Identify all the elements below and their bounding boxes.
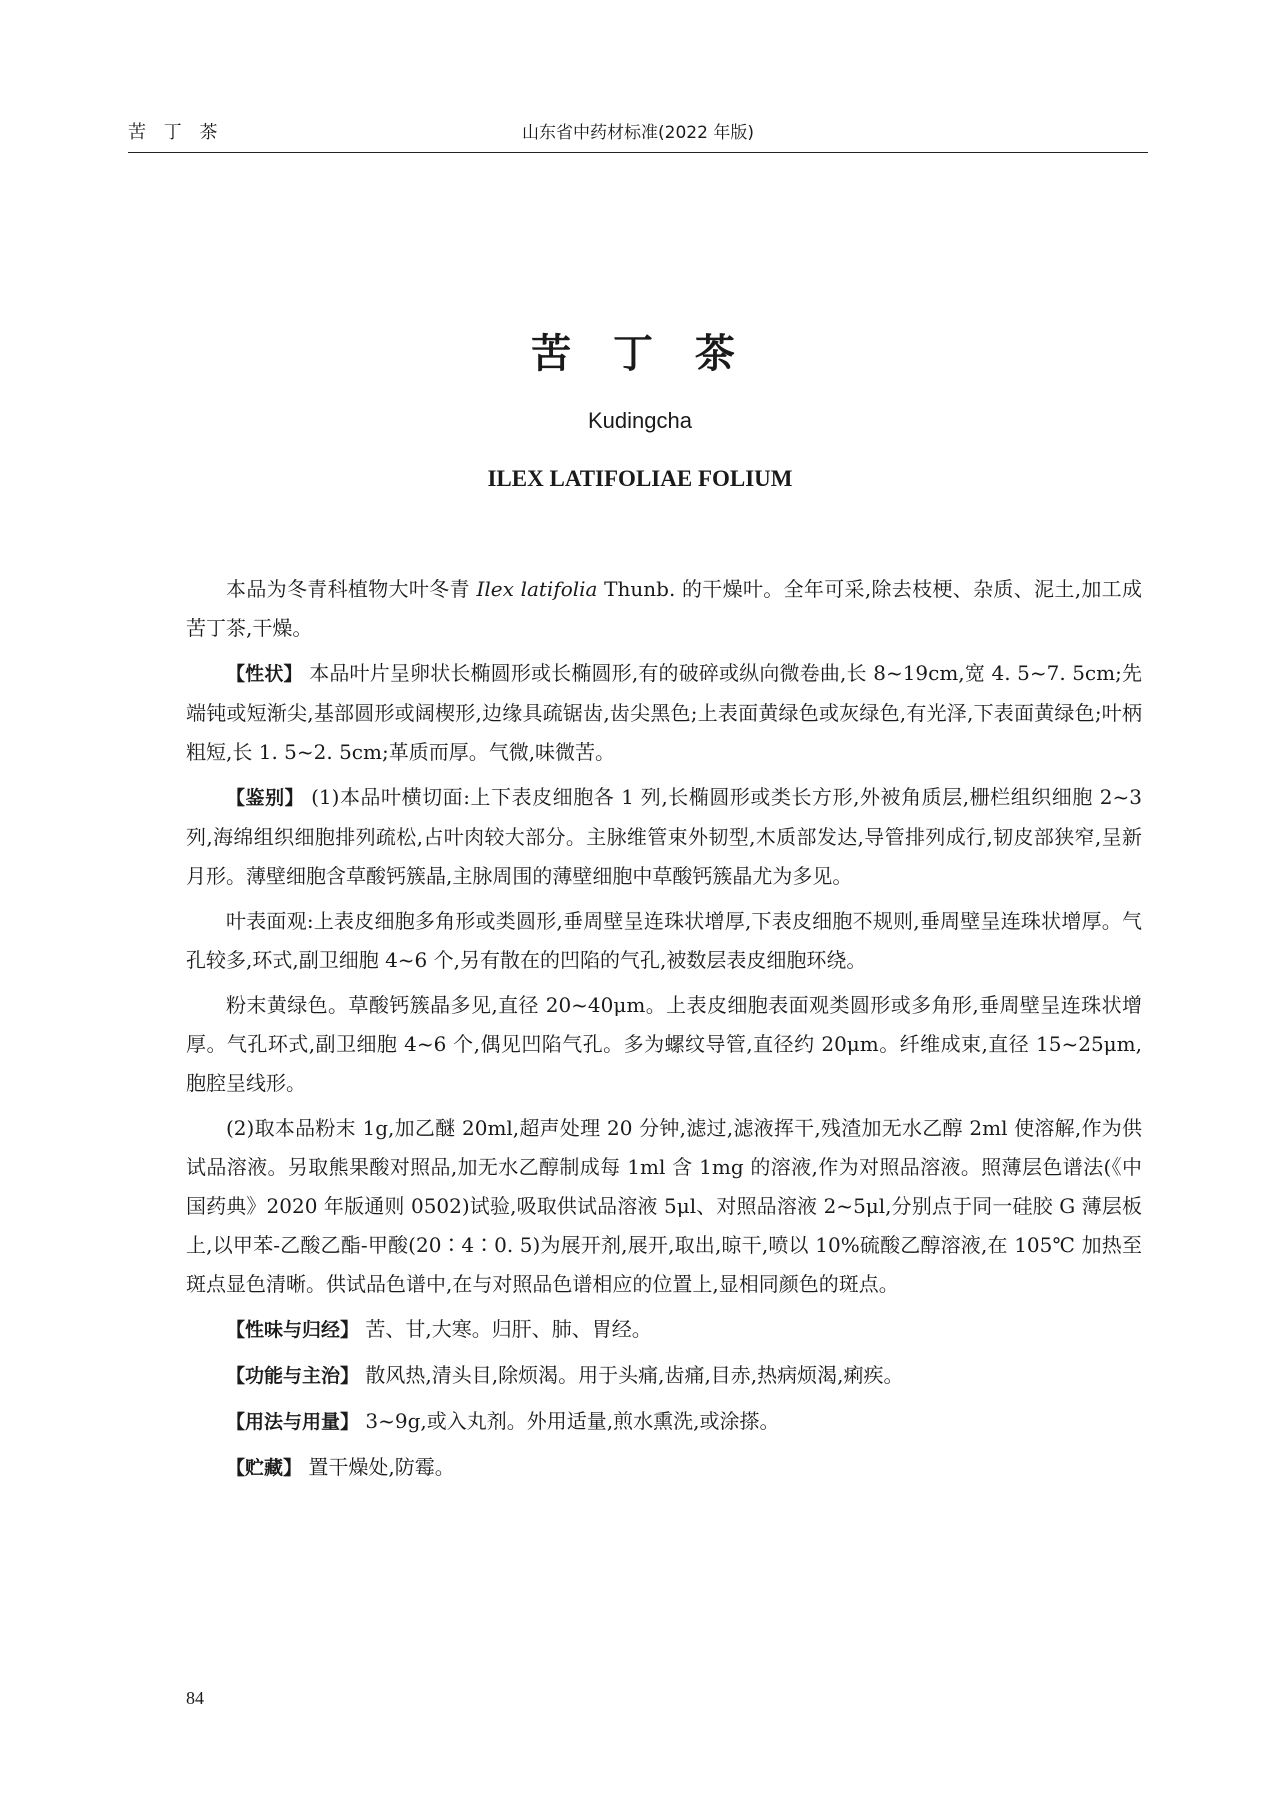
- surface-view-paragraph: 叶表面观:上表皮细胞多角形或类圆形,垂周壁呈连珠状增厚,下表皮细胞不规则,垂周壁呈连珠状增厚。气孔较多,环式,副卫细胞 4~6 个,另有散在的凹陷的气孔,被数层表皮细胞环绕。: [186, 909, 1142, 972]
- nature-section: [186, 1310, 1142, 1350]
- intro-paragraph: 本品为冬青科植物大叶冬青 Ilex latifolia Thunb. 的干燥叶。全年可采,除去枝梗、杂质、泥土,加工成苦丁茶,干燥。: [186, 577, 1143, 640]
- tlc-paragraph: (2)取本品粉末 1g,加乙醚 20ml,超声处理 20 分钟,滤过,滤液挥干,残渣加无水乙醇 2ml 使溶解,作为供试品溶液。另取熊果酸对照品,加无水乙醇制成每 1ml 含 1mg 的溶液,作为对照品溶液。照薄层色谱法(《中国药典》2020 年版通则 0502)试验,吸取供试品溶液 5μl、对照品溶液 2~5μl,分别点于同一硅胶 G 薄层板上,以甲苯-乙酸乙酯-甲酸(20∶4∶0. 5)为展开剂,展开,取出,晾干,喷以 10%硫酸乙醇溶液,在 105℃ 加热至斑点显色清晰。供试品色谱中,在与对照品色谱相应的位置上,显相同颜色的斑点。: [186, 1116, 1142, 1296]
- description-section: [186, 654, 1142, 772]
- function-text: 散风热,清头目,除烦渴。用于头痛,齿痛,目赤,热病烦渴,痢疾。: [365, 1363, 904, 1387]
- nature-tag: 【性味与归经】: [226, 1319, 360, 1341]
- storage-tag: 【贮藏】: [226, 1457, 303, 1479]
- monograph-latin-name: ILEX LATIFOLIAE FOLIUM: [487, 466, 793, 491]
- function-section: [186, 1356, 1142, 1396]
- storage-text: 置干燥处,防霉。: [308, 1455, 455, 1479]
- header-book-title: 山东省中药材标准(2022 年版): [522, 123, 754, 143]
- description-tag: 【性状】: [226, 663, 303, 685]
- monograph-body: [186, 570, 1142, 1494]
- nature-text: 苦、甘,大寒。归肝、肺、胃经。: [365, 1317, 652, 1341]
- running-header: [128, 118, 1148, 153]
- monograph-pinyin: Kudingcha: [588, 408, 692, 433]
- header-section-title: 苦 丁 茶: [128, 122, 224, 143]
- usage-section: [186, 1402, 1142, 1442]
- page-number: 84: [186, 1688, 204, 1708]
- identification-text: (1)本品叶横切面:上下表皮细胞各 1 列,长椭圆形或类长方形,外被角质层,栅栏组织细胞 2~3 列,海绵组织细胞排列疏松,占叶肉较大部分。主脉维管束外韧型,木质部发达,导管排列成行,韧皮部狭窄,呈新月形。薄壁细胞含草酸钙簇晶,主脉周围的薄壁细胞中草酸钙簇晶尤为多见。: [186, 785, 1142, 888]
- powder-paragraph: 粉末黄绿色。草酸钙簇晶多见,直径 20~40μm。上表皮细胞表面观类圆形或多角形,垂周壁呈连珠状增厚。气孔环式,副卫细胞 4~6 个,偶见凹陷气孔。多为螺纹导管,直径约 20μm。纤维成束,直径 15~25μm,胞腔呈线形。: [186, 993, 1142, 1095]
- usage-text: 3~9g,或入丸剂。外用适量,煎水熏洗,或涂搽。: [365, 1409, 780, 1433]
- storage-section: [186, 1448, 1142, 1488]
- function-tag: 【功能与主治】: [226, 1365, 360, 1387]
- monograph-title: 苦 丁 茶: [531, 331, 749, 377]
- identification-section: [186, 778, 1142, 896]
- latin-species-name: Ilex latifolia: [476, 577, 598, 601]
- description-text: 本品叶片呈卵状长椭圆形或长椭圆形,有的破碎或纵向微卷曲,长 8~19cm,宽 4. 5~7. 5cm;先端钝或短渐尖,基部圆形或阔楔形,边缘具疏锯齿,齿尖黑色;上表面黄绿色或灰绿色,有光泽,下表面黄绿色;叶柄粗短,长 1. 5~2. 5cm;革质而厚。气微,味微苦。: [186, 661, 1143, 764]
- usage-tag: 【用法与用量】: [226, 1411, 360, 1433]
- identification-tag: 【鉴别】: [226, 787, 305, 809]
